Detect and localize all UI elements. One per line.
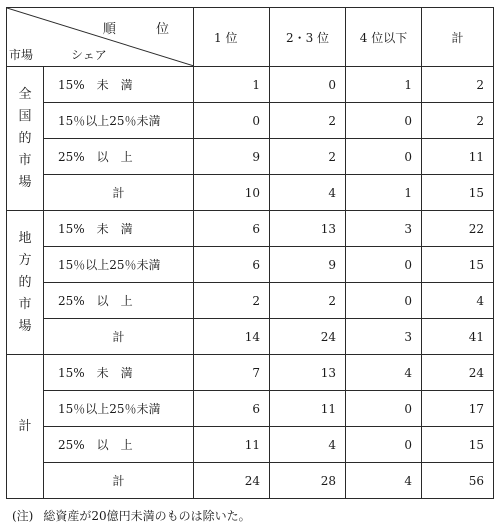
cell-rank2-3: 13: [270, 211, 346, 247]
cell-rank1: 10: [194, 175, 270, 211]
row-label-share-under-15: 15% 未 満: [44, 211, 194, 247]
col-header-rank1: 1 位: [194, 8, 270, 67]
cell-rank1: 6: [194, 211, 270, 247]
row-label-share-under-15: 15% 未 満: [44, 355, 194, 391]
footnote: [12, 507, 251, 524]
cell-rank1: 6: [194, 391, 270, 427]
cell-total: 41: [422, 319, 494, 355]
cell-rank4-below: 1: [346, 67, 422, 103]
cell-rank1: 14: [194, 319, 270, 355]
table-row: [7, 175, 494, 211]
row-label-share-25-and-over: 25% 以 上: [44, 283, 194, 319]
cell-rank4-below: 0: [346, 139, 422, 175]
data-table: [6, 7, 494, 499]
market-group-total: [7, 355, 44, 499]
table-row: [7, 427, 494, 463]
cell-rank2-3: 2: [270, 139, 346, 175]
table-row: [7, 463, 494, 499]
cell-rank2-3: 4: [270, 427, 346, 463]
row-label-subtotal: 計: [44, 175, 194, 211]
table-row: [7, 67, 494, 103]
cell-total: 15: [422, 175, 494, 211]
cell-rank2-3: 24: [270, 319, 346, 355]
cell-total: 11: [422, 139, 494, 175]
cell-rank4-below: 0: [346, 427, 422, 463]
cell-rank1: 2: [194, 283, 270, 319]
table-row: [7, 283, 494, 319]
table-row: [7, 319, 494, 355]
cell-total: 2: [422, 103, 494, 139]
cell-rank2-3: 11: [270, 391, 346, 427]
cell-rank2-3: 28: [270, 463, 346, 499]
table-row: [7, 103, 494, 139]
table-row: [7, 139, 494, 175]
cell-rank1: 24: [194, 463, 270, 499]
row-label-subtotal: 計: [44, 463, 194, 499]
share-header: シェア: [71, 48, 107, 62]
cell-rank1: 6: [194, 247, 270, 283]
cell-total: 15: [422, 427, 494, 463]
market-group-label: 地方的市場: [18, 230, 32, 334]
cell-rank2-3: 2: [270, 283, 346, 319]
cell-rank1: 7: [194, 355, 270, 391]
row-label-share-15-to-25: 15％以上25％未満: [44, 103, 194, 139]
corner-cell: [7, 8, 194, 67]
cell-rank4-below: 1: [346, 175, 422, 211]
cell-rank4-below: 0: [346, 103, 422, 139]
table-row: [7, 247, 494, 283]
table-row: [7, 391, 494, 427]
cell-rank2-3: 0: [270, 67, 346, 103]
row-label-share-25-and-over: 25% 以 上: [44, 427, 194, 463]
footnote-text: 総資産が20億円未満のものは除いた。: [43, 509, 251, 523]
cell-rank1: 0: [194, 103, 270, 139]
cell-rank2-3: 2: [270, 103, 346, 139]
cell-total: 2: [422, 67, 494, 103]
cell-total: 17: [422, 391, 494, 427]
footnote-marker: (注): [12, 509, 34, 523]
market-group-regional: [7, 211, 44, 355]
table-row: [7, 355, 494, 391]
cell-rank4-below: 0: [346, 283, 422, 319]
cell-total: 22: [422, 211, 494, 247]
col-header-total: 計: [422, 8, 494, 67]
rank-header: 順 位: [102, 22, 187, 37]
header-row: [7, 8, 494, 67]
cell-rank4-below: 4: [346, 463, 422, 499]
cell-total: 4: [422, 283, 494, 319]
row-label-share-15-to-25: 15％以上25％未満: [44, 247, 194, 283]
cell-rank2-3: 9: [270, 247, 346, 283]
table-row: [7, 211, 494, 247]
cell-rank4-below: 3: [346, 319, 422, 355]
cell-rank4-below: 0: [346, 247, 422, 283]
market-group-label: 計: [18, 418, 32, 434]
cell-rank4-below: 4: [346, 355, 422, 391]
col-header-rank4-below: 4 位以下: [346, 8, 422, 67]
cell-rank2-3: 13: [270, 355, 346, 391]
market-group-national: [7, 67, 44, 211]
cell-total: 15: [422, 247, 494, 283]
row-label-share-15-to-25: 15％以上25％未満: [44, 391, 194, 427]
col-header-rank2-3: 2・3 位: [270, 8, 346, 67]
cell-rank4-below: 0: [346, 391, 422, 427]
cell-total: 24: [422, 355, 494, 391]
cell-rank1: 11: [194, 427, 270, 463]
market-header: 市場: [9, 48, 34, 62]
cell-rank2-3: 4: [270, 175, 346, 211]
row-label-share-under-15: 15% 未 満: [44, 67, 194, 103]
cell-rank1: 1: [194, 67, 270, 103]
cell-total: 56: [422, 463, 494, 499]
row-label-share-25-and-over: 25% 以 上: [44, 139, 194, 175]
cell-rank1: 9: [194, 139, 270, 175]
market-group-label: 全国的市場: [18, 86, 32, 190]
row-label-subtotal: 計: [44, 319, 194, 355]
cell-rank4-below: 3: [346, 211, 422, 247]
